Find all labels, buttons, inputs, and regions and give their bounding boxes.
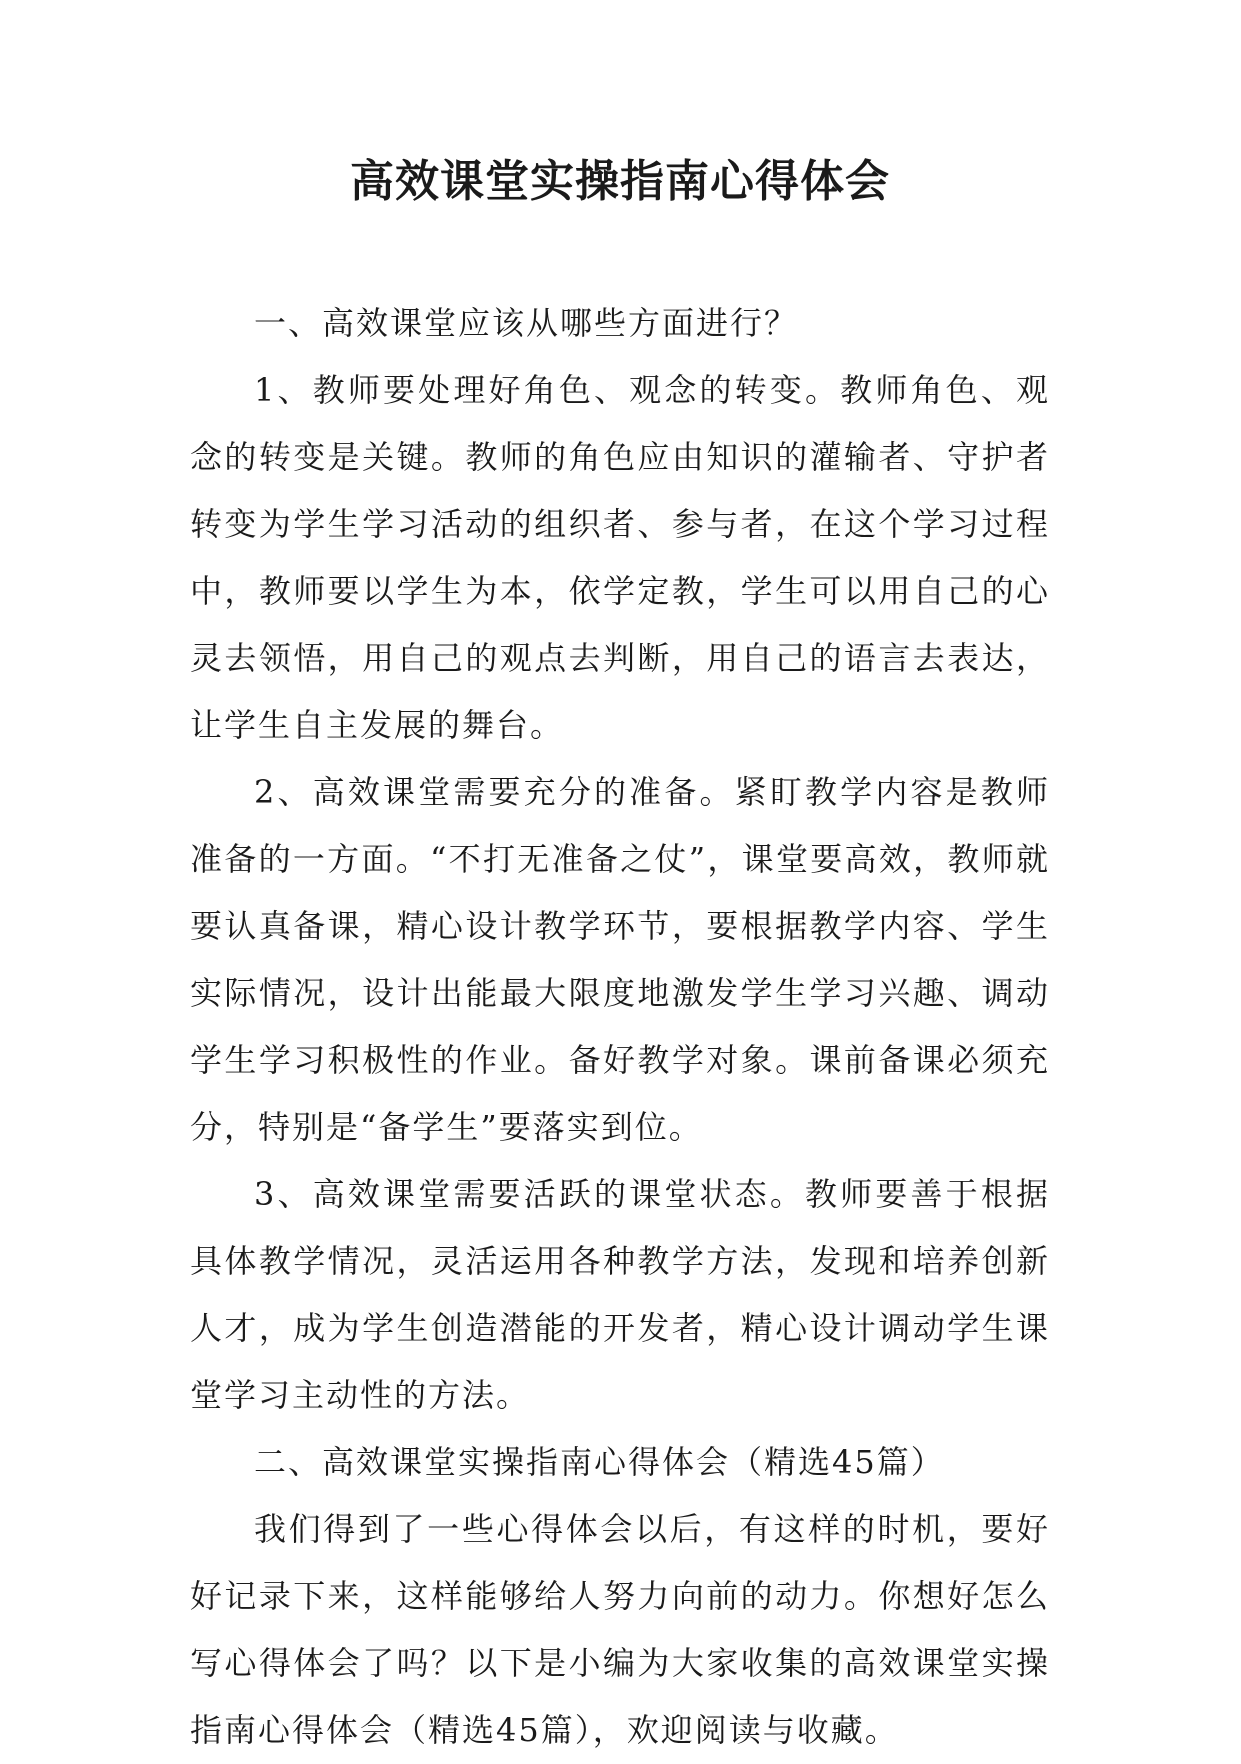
paragraph-active-class: 3、高效课堂需要活跃的课堂状态。教师要善于根据具体教学情况，灵活运用各种教学方法，发现和培养创新人才，成为学生创造潜能的开发者，精心设计调动学生课堂学习主动性的方法。 xyxy=(190,1175,1050,1414)
paragraph-preparation: 2、高效课堂需要充分的准备。紧盯教学内容是教师准备的一方面。“不打无准备之仗”，课堂要高效，教师就要认真备课，精心设计教学环节，要根据教学内容、学生实际情况，设计出能最大限度地激发学生学习兴趣、调动学生学习积极性的作业。备好教学对象。课前备课必须充分，特别是“备学生”要落实到位。 xyxy=(190,773,1050,1146)
section-heading-1: 一、高效课堂应该从哪些方面进行？ xyxy=(254,304,799,342)
document-title: 高效课堂实操指南心得体会 xyxy=(350,156,890,207)
paragraph-intro: 我们得到了一些心得体会以后，有这样的时机，要好好记录下来，这样能够给人努力向前的动力。你想好怎么写心得体会了吗？以下是小编为大家收集的高效课堂实操指南心得体会（精选45篇），欢迎阅读与收藏。 xyxy=(190,1510,1050,1749)
document-body xyxy=(190,290,1050,1764)
paragraph-role-change: 1、教师要处理好角色、观念的转变。教师角色、观念的转变是关键。教师的角色应由知识的灌输者、守护者转变为学生学习活动的组织者、参与者，在这个学习过程中，教师要以学生为本，依学定教，学生可以用自己的心灵去领悟，用自己的观点去判断，用自己的语言去表达，让学生自主发展的舞台。 xyxy=(190,371,1050,744)
section-heading-2: 二、高效课堂实操指南心得体会（精选45篇） xyxy=(254,1443,945,1481)
